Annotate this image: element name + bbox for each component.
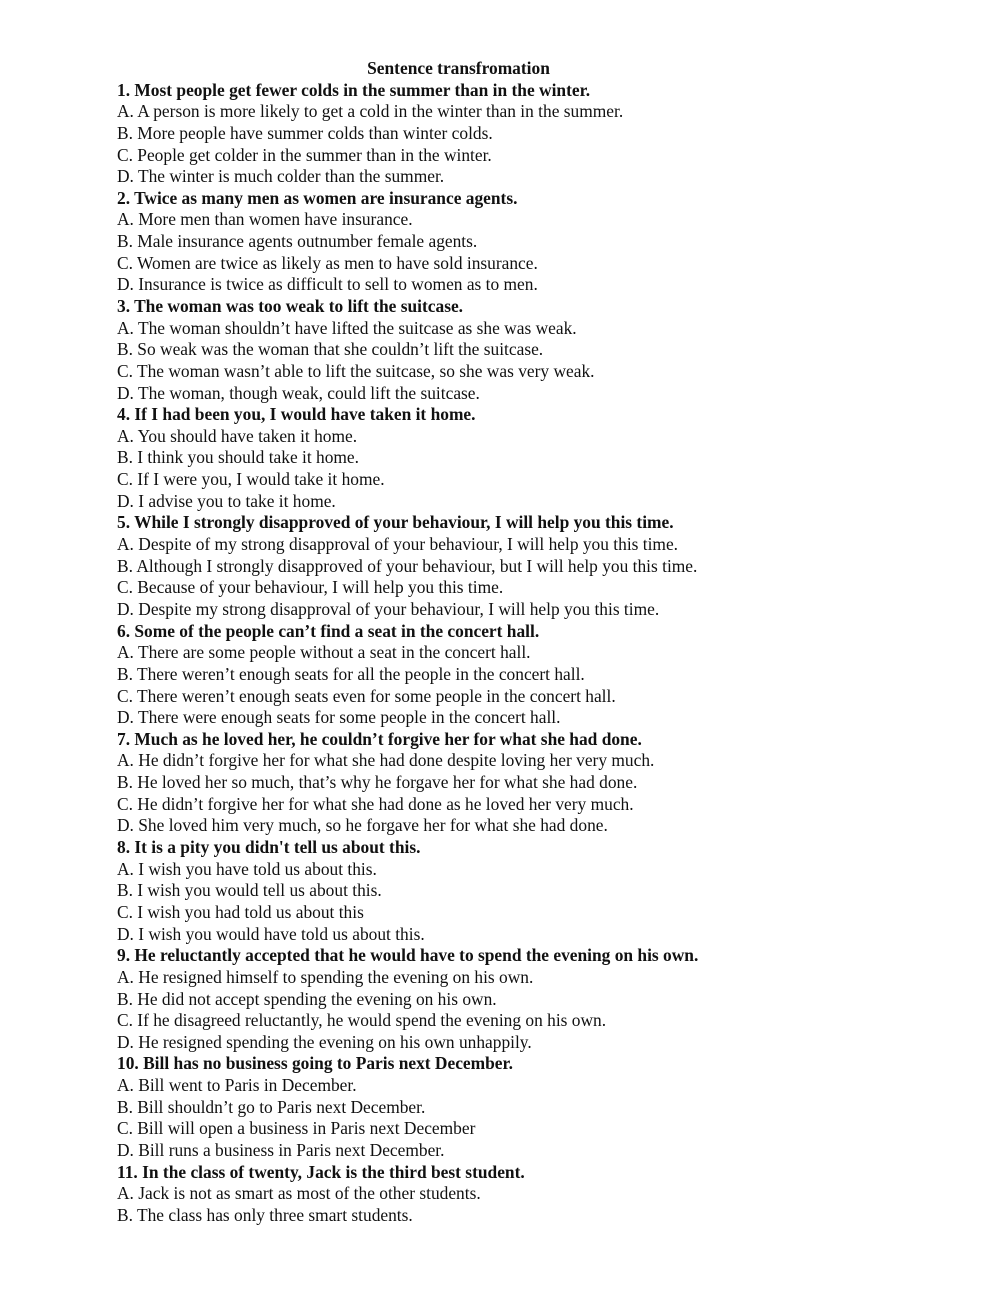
option-d: D. She loved him very much, so he forgave her for what she had done. — [117, 815, 608, 836]
option-a: A. I wish you have told us about this. — [117, 858, 377, 879]
option-a: A. You should have taken it home. — [117, 425, 358, 446]
question-3 — [117, 296, 877, 404]
option-c: C. Women are twice as likely as men to have sold insurance. — [117, 252, 538, 273]
question-stem: 11. In the class of twenty, Jack is the third best student. — [117, 1161, 525, 1182]
question-stem: 3. The woman was too weak to lift the suitcase. — [117, 296, 464, 316]
option-a: A. More men than women have insurance. — [117, 209, 413, 230]
question-stem: 9. He reluctantly accepted that he would have to spend the evening on his own. — [117, 945, 699, 966]
option-b: B. I wish you would tell us about this. — [117, 880, 382, 901]
question-stem: 5. While I strongly disapproved of your behaviour, I will help you this time. — [117, 512, 674, 533]
option-b: B. There weren’t enough seats for all the people in the concert hall. — [117, 663, 585, 684]
option-a: A. He didn’t forgive her for what she had done despite loving her very much. — [117, 750, 655, 771]
option-d: D. I wish you would have told us about this. — [117, 923, 425, 944]
question-stem: 1. Most people get fewer colds in the summer than in the winter. — [117, 79, 591, 100]
question-5 — [117, 512, 877, 620]
option-b: B. Male insurance agents outnumber female agents. — [117, 231, 478, 252]
option-a: A. There are some people without a seat in the concert hall. — [117, 642, 531, 663]
option-d: D. Bill runs a business in Paris next December. — [117, 1139, 445, 1160]
question-stem: 6. Some of the people can’t find a seat in the concert hall. — [117, 620, 540, 641]
option-a: A. Jack is not as smart as most of the other students. — [117, 1183, 481, 1204]
option-a: A. The woman shouldn’t have lifted the suitcase as she was weak. — [117, 317, 577, 338]
option-c: C. He didn’t forgive her for what she had done as he loved her very much. — [117, 793, 634, 814]
option-d: D. There were enough seats for some people in the concert hall. — [117, 707, 561, 728]
option-c: C. There weren’t enough seats even for some people in the concert hall. — [117, 685, 616, 706]
option-b: B. So weak was the woman that she couldn’t lift the suitcase. — [117, 339, 544, 360]
title-text: Sentence transfromation — [367, 58, 550, 78]
question-stem: 7. Much as he loved her, he couldn’t forgive her for what she had done. — [117, 728, 642, 749]
option-a: A. He resigned himself to spending the evening on his own. — [117, 966, 534, 987]
question-4 — [117, 404, 877, 512]
option-b: B. More people have summer colds than winter colds. — [117, 122, 493, 143]
option-a: A. Bill went to Paris in December. — [117, 1075, 357, 1096]
question-10 — [117, 1053, 877, 1161]
question-9 — [117, 945, 877, 1053]
option-a: A. Despite of my strong disapproval of your behaviour, I will help you this time. — [117, 534, 679, 555]
question-6 — [117, 621, 877, 729]
question-11 — [117, 1162, 877, 1227]
option-b: B. Although I strongly disapproved of your behaviour, but I will help you this time. — [117, 555, 698, 576]
option-b: B. He loved her so much, that’s why he forgave her for what she had done. — [117, 772, 638, 793]
question-stem: 10. Bill has no business going to Paris next December. — [117, 1053, 513, 1074]
question-7 — [117, 729, 877, 837]
option-c: C. If he disagreed reluctantly, he would spend the evening on his own. — [117, 1010, 607, 1031]
option-c: C. People get colder in the summer than in the winter. — [117, 144, 492, 165]
option-d: D. Insurance is twice as difficult to sell to women as to men. — [117, 274, 538, 295]
option-d: D. I advise you to take it home. — [117, 490, 336, 511]
question-stem: 8. It is a pity you didn't tell us about this. — [117, 837, 421, 858]
question-stem: 4. If I had been you, I would have taken it home. — [117, 404, 476, 425]
option-d: D. The winter is much colder than the summer. — [117, 166, 445, 187]
worksheet-title — [0, 58, 800, 80]
question-8 — [117, 837, 877, 945]
option-c: C. If I were you, I would take it home. — [117, 469, 385, 490]
worksheet — [117, 58, 877, 1227]
option-b: B. Bill shouldn’t go to Paris next December. — [117, 1096, 426, 1117]
option-c: C. Because of your behaviour, I will help you this time. — [117, 577, 504, 598]
option-b: B. The class has only three smart students. — [117, 1204, 413, 1225]
option-d: D. Despite my strong disapproval of your behaviour, I will help you this time. — [117, 598, 660, 619]
question-1 — [117, 80, 877, 188]
option-a: A. A person is more likely to get a cold in the winter than in the summer. — [117, 101, 624, 122]
question-stem: 2. Twice as many men as women are insurance agents. — [117, 187, 518, 208]
option-c: C. The woman wasn’t able to lift the suitcase, so she was very weak. — [117, 360, 595, 381]
option-b: B. I think you should take it home. — [117, 447, 359, 468]
option-c: C. I wish you had told us about this — [117, 901, 364, 922]
question-2 — [117, 188, 877, 296]
option-b: B. He did not accept spending the evening on his own. — [117, 988, 497, 1009]
option-d: D. The woman, though weak, could lift the suitcase. — [117, 382, 480, 403]
option-c: C. Bill will open a business in Paris next December — [117, 1118, 476, 1139]
option-d: D. He resigned spending the evening on his own unhappily. — [117, 1031, 532, 1052]
